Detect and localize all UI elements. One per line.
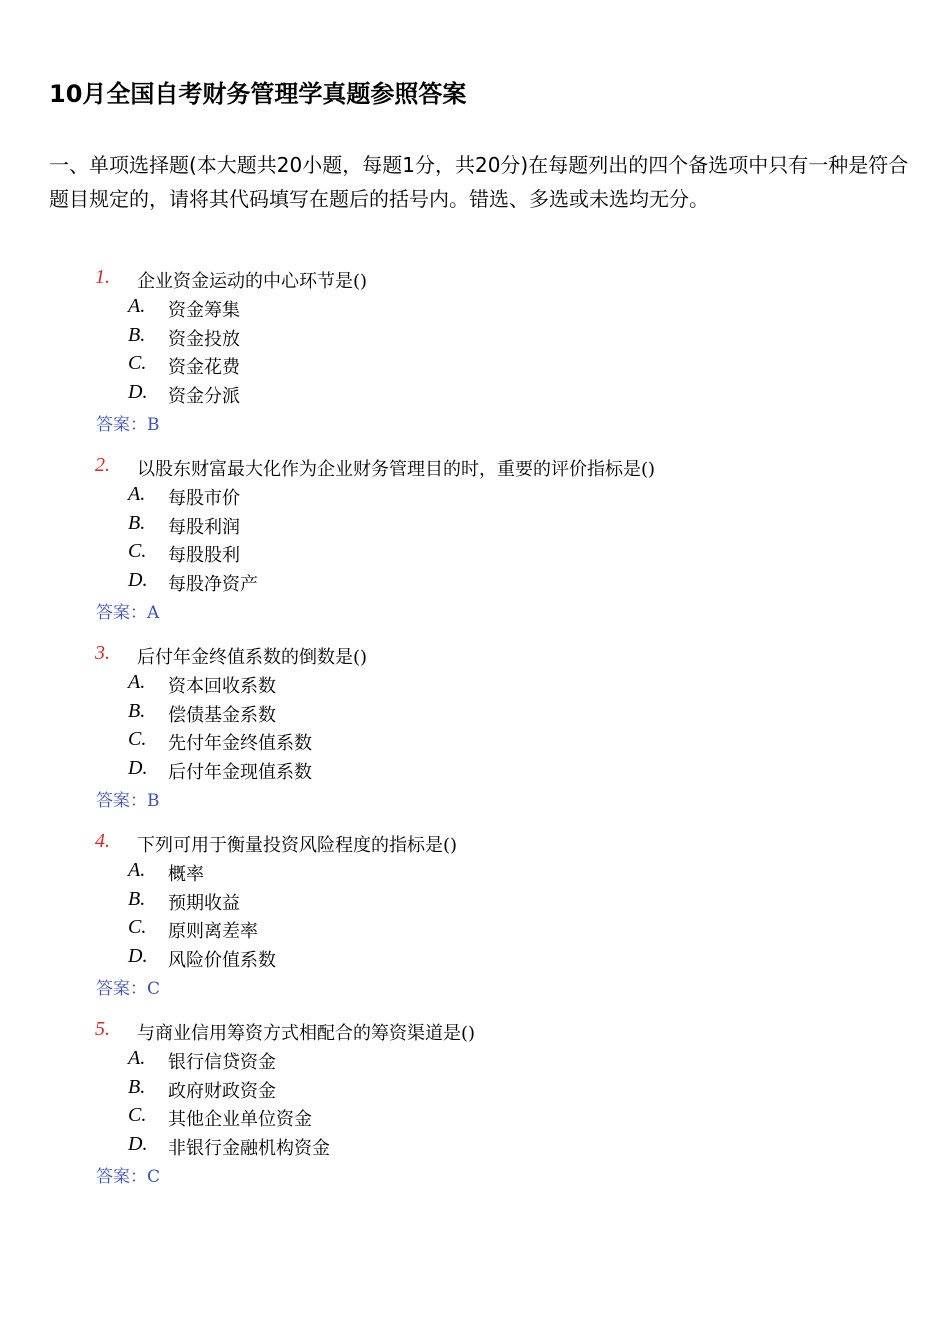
option-text: 风险价值系数 [168,950,276,971]
option-a [0,859,900,885]
option-text: 政府财政资金 [168,1081,276,1102]
question-number: 5. [95,1018,110,1040]
option-d [0,945,900,971]
option-letter: A. [128,1047,146,1069]
option-text: 预期收益 [168,893,240,914]
option-a [0,1047,900,1073]
option-text: 每股净资产 [168,574,258,595]
answer-label: 答案：B [96,791,160,811]
option-c [0,728,900,754]
option-text: 资金分派 [168,386,240,407]
option-text: 资金花费 [168,357,240,378]
option-b [0,1076,900,1102]
option-letter: D. [128,945,148,967]
question-text: 下列可用于衡量投资风险程度的指标是() [137,835,458,856]
section-intro: 一、单项选择题(本大题共20小题，每题1分，共20分)在每题列出的四个备选项中只有一种是符合题目规定的，请将其代码填写在题后的括号内。错选、多选或未选均无分。 [49,153,909,211]
option-d [0,757,900,783]
question-text: 企业资金运动的中心环节是() [137,271,368,292]
option-text: 其他企业单位资金 [168,1109,312,1130]
question-number: 1. [95,266,110,288]
option-d [0,1133,900,1159]
option-b [0,700,900,726]
option-text: 每股股利 [168,545,240,566]
option-a [0,483,900,509]
option-letter: B. [128,1076,146,1098]
question-stem [0,830,900,856]
question-number: 4. [95,830,110,852]
option-text: 每股利润 [168,517,240,538]
option-text: 资本回收系数 [168,676,276,697]
answer-label: 答案：B [96,415,160,435]
option-letter: D. [128,757,148,779]
question-text: 与商业信用筹资方式相配合的筹资渠道是() [137,1023,476,1044]
option-letter: A. [128,483,146,505]
option-d [0,569,900,595]
option-text: 非银行金融机构资金 [168,1138,330,1159]
option-text: 资金筹集 [168,300,240,321]
option-c [0,540,900,566]
option-text: 后付年金现值系数 [168,762,312,783]
option-c [0,916,900,942]
option-letter: B. [128,888,146,910]
question-number: 2. [95,454,110,476]
answer-label: 答案：A [96,603,160,623]
question-stem [0,642,900,668]
option-letter: B. [128,324,146,346]
option-letter: B. [128,700,146,722]
question-stem [0,266,900,292]
option-letter: C. [128,1104,147,1126]
option-text: 资金投放 [168,329,240,350]
option-letter: C. [128,352,147,374]
option-a [0,671,900,697]
option-text: 概率 [168,864,204,885]
option-letter: B. [128,512,146,534]
option-c [0,1104,900,1130]
option-letter: A. [128,859,146,881]
page-title: 10月全国自考财务管理学真题参照答案 [49,80,467,108]
option-a [0,295,900,321]
option-c [0,352,900,378]
question-number: 3. [95,642,110,664]
option-text: 银行信贷资金 [168,1052,276,1073]
option-letter: A. [128,671,146,693]
option-text: 原则离差率 [168,921,258,942]
option-letter: C. [128,540,147,562]
question-text: 以股东财富最大化作为企业财务管理目的时，重要的评价指标是() [137,459,656,480]
option-letter: A. [128,295,146,317]
option-letter: D. [128,569,148,591]
option-letter: C. [128,728,147,750]
option-text: 先付年金终值系数 [168,733,312,754]
option-text: 偿债基金系数 [168,705,276,726]
option-letter: D. [128,381,148,403]
option-b [0,324,900,350]
option-b [0,512,900,538]
question-stem [0,1018,900,1044]
option-letter: D. [128,1133,148,1155]
question-stem [0,454,900,480]
answer-label: 答案：C [96,1167,161,1187]
option-letter: C. [128,916,147,938]
answer-label: 答案：C [96,979,161,999]
question-text: 后付年金终值系数的倒数是() [137,647,368,668]
option-text: 每股市价 [168,488,240,509]
option-b [0,888,900,914]
option-d [0,381,900,407]
